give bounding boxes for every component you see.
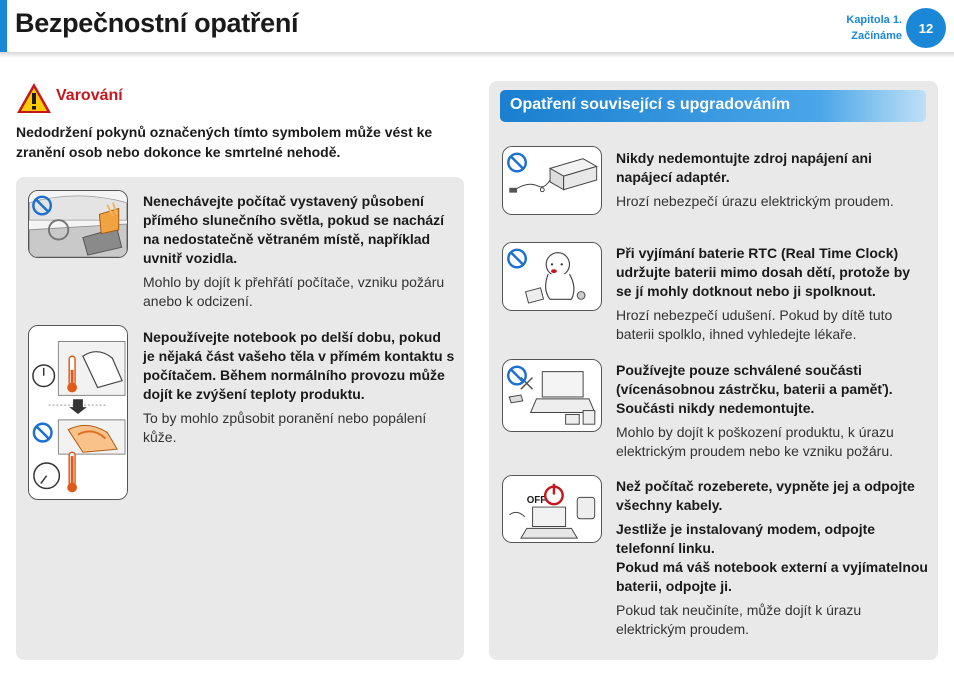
left-item-1-consequence: Mohlo by dojít k přehřátí počítače, vzniku požáru anebo k odcizení. <box>143 274 445 309</box>
car-sunlight-illustration <box>28 190 128 258</box>
laptop-heat-illustration <box>28 325 128 500</box>
right-item-4-modem-note: Jestliže je instalovaný modem, odpojte telefonní linku. <box>616 521 876 556</box>
header-accent-bar <box>0 0 7 52</box>
right-item-4-consequence: Pokud tak neučiníte, může dojít k úrazu elektrickým proudem. <box>616 602 862 637</box>
left-item-2-consequence: To by mohlo způsobit poranění nebo popálení kůže. <box>143 410 427 445</box>
left-item-2 <box>143 328 455 447</box>
right-item-1 <box>616 149 928 211</box>
warning-triangle-icon <box>16 82 52 114</box>
right-item-2-warning: Při vyjímání baterie RTC (Real Time Clock) udržujte baterii mimo dosah dětí, protože by se jí mohly dotknout nebo ji spolknout. <box>616 245 911 299</box>
left-item-1-warning: Nenechávejte počítač vystavený působení přímého slunečního světla, pokud se nachází na nedostatečně větraném místě, například uvnitř vozidla. <box>143 193 445 266</box>
approved-parts-illustration <box>502 359 602 432</box>
power-adapter-illustration <box>502 146 602 215</box>
right-item-4 <box>616 477 928 639</box>
warning-label: Varování <box>56 87 123 104</box>
right-item-2 <box>616 244 928 344</box>
right-item-3 <box>616 361 928 461</box>
header-divider <box>0 52 954 58</box>
off-label: OFF <box>526 495 547 507</box>
power-off-illustration <box>502 475 602 543</box>
page-number-badge: 12 <box>906 8 946 48</box>
right-item-1-warning: Nikdy nedemontujte zdroj napájení ani napájecí adaptér. <box>616 150 872 185</box>
chapter-title: Začínáme <box>851 30 902 42</box>
left-item-2-warning: Nepoužívejte notebook po delší dobu, pokud je nějaká část vašeho těla v přímém kontaktu s počítačem. Během normálního provozu může dojít ke zvýšení teploty produktu. <box>143 329 455 402</box>
right-item-4-warning: Než počítač rozeberete, vypněte jej a odpojte všechny kabely. <box>616 478 915 513</box>
right-item-2-consequence: Hrozí nebezpečí udušení. Pokud by dítě tuto baterii spolklo, ihned vyhledejte lékaře. <box>616 307 893 342</box>
warning-description: Nedodržení pokynů označených tímto symbolem může vést ke zranění osob nebo dokonce ke smrtelné nehodě. <box>16 124 433 160</box>
right-item-4-battery-note: Pokud má váš notebook externí a vyjímatelnou baterii, odpojte ji. <box>616 559 928 594</box>
right-item-3-consequence: Mohlo by dojít k poškození produktu, k úrazu elektrickým proudem nebo ke vzniku požáru. <box>616 424 894 459</box>
child-battery-illustration <box>502 242 602 311</box>
left-item-1 <box>143 192 455 311</box>
chapter-label <box>846 12 902 44</box>
right-item-1-consequence: Hrozí nebezpečí úrazu elektrickým proudem. <box>616 193 894 209</box>
right-item-3-warning: Používejte pouze schválené součásti (vícenásobnou zástrčku, baterii a paměť). Součásti nikdy nedemontujte. <box>616 362 893 416</box>
chapter-number: Kapitola 1. <box>846 14 902 26</box>
page-title: Bezpečnostní opatření <box>15 8 299 38</box>
upgrade-section-heading: Opatření související s upgradováním <box>500 90 926 122</box>
